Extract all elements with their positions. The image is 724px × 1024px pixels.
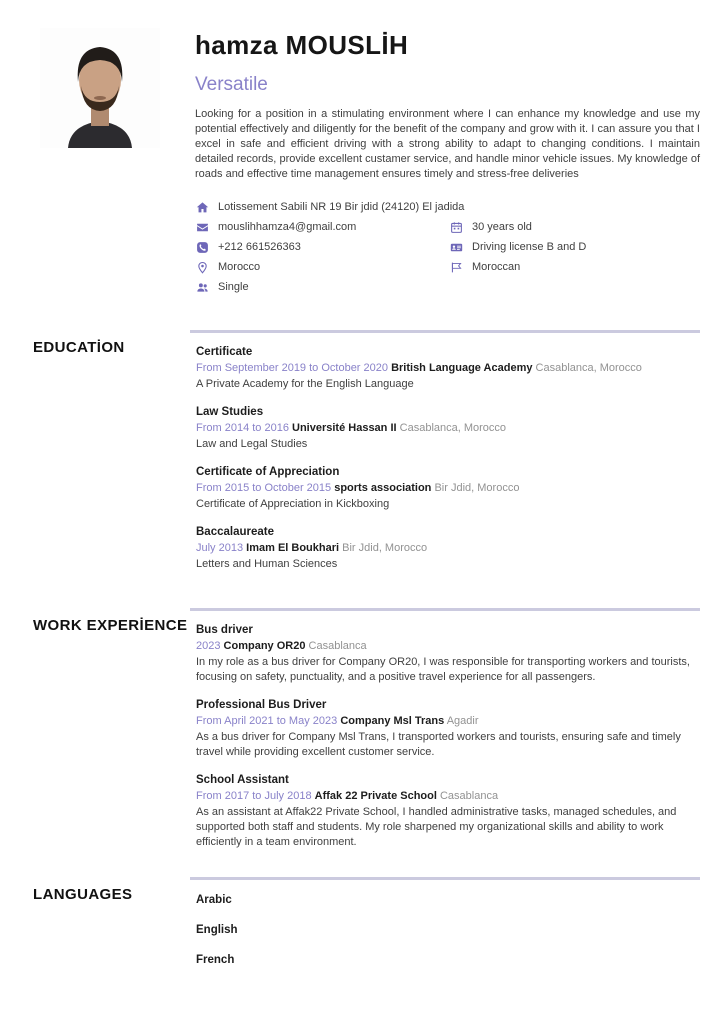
location-pin-icon	[196, 261, 209, 274]
entry-title: School Assistant	[196, 774, 289, 786]
contact-phone	[196, 237, 450, 257]
language-item: French	[196, 954, 235, 966]
education-entries	[190, 330, 700, 581]
country-text: Morocco	[218, 261, 261, 273]
contact-info	[196, 197, 700, 297]
entry-meta	[196, 790, 700, 802]
entry-location: Casablanca	[439, 790, 499, 802]
work-experience-entries	[190, 608, 700, 859]
person-name: hamza MOUSLİH	[195, 30, 409, 60]
entry-organization: Company Msl Trans	[340, 715, 445, 727]
work-entry	[196, 619, 700, 685]
entry-description: Letters and Human Sciences	[196, 558, 338, 570]
work-entry	[196, 694, 700, 760]
entry-meta	[196, 362, 700, 374]
marital-status-text: Single	[218, 281, 249, 293]
entry-date: July 2013	[196, 542, 244, 554]
people-icon	[196, 281, 209, 294]
entry-title: Certificate of Appreciation	[196, 466, 340, 478]
contact-marital-status	[196, 277, 450, 297]
entry-description: In my role as a bus driver for Company OR20, I was responsible for transporting workers and tourists, focusing on safety, punctuality, and a positive travel experience for all passengers.	[196, 656, 690, 683]
contact-column-right	[450, 217, 700, 297]
nationality-text: Moroccan	[472, 261, 521, 273]
entry-meta	[196, 422, 700, 434]
entry-date: From 2015 to October 2015	[196, 482, 332, 494]
education-entry	[196, 461, 700, 512]
entry-description: As a bus driver for Company Msl Trans, I transported workers and tourists, ensuring safe and timely travel while providing excellent customer service.	[196, 731, 681, 758]
contact-country	[196, 257, 450, 277]
entry-organization: British Language Academy	[391, 362, 533, 374]
entry-date: From September 2019 to October 2020	[196, 362, 388, 374]
work-entry	[196, 769, 700, 850]
entry-organization: Imam El Boukhari	[246, 542, 340, 554]
phone-text: +212 661526363	[218, 241, 301, 253]
entry-meta	[196, 542, 700, 554]
profile-photo	[40, 28, 160, 148]
entry-date: From 2014 to 2016	[196, 422, 289, 434]
language-item: Arabic	[196, 894, 232, 906]
contact-driving-license	[450, 237, 700, 257]
entry-meta	[196, 640, 700, 652]
entry-description: A Private Academy for the English Language	[196, 378, 414, 390]
entry-title: Professional Bus Driver	[196, 699, 327, 711]
contact-address	[196, 197, 465, 217]
phone-icon	[196, 241, 209, 254]
languages-heading: LANGUAGES	[33, 886, 133, 903]
entry-organization: Company OR20	[223, 640, 306, 652]
entry-location: Casablanca	[308, 640, 367, 652]
entry-date: 2023	[196, 640, 221, 652]
header	[0, 0, 724, 182]
entry-title: Law Studies	[196, 406, 264, 418]
entry-organization: sports association	[334, 482, 432, 494]
address-text: Lotissement Sabili NR 19 Bir jdid (24120) El jadida	[218, 201, 465, 213]
mail-icon	[196, 221, 209, 234]
header-text	[195, 28, 700, 182]
entry-location: Bir Jdid, Morocco	[342, 542, 428, 554]
entry-location: Casablanca, Morocco	[535, 362, 642, 374]
home-icon	[196, 201, 209, 214]
language-item: English	[196, 924, 238, 936]
contact-age	[450, 217, 700, 237]
id-card-icon	[450, 241, 463, 254]
entry-date: From 2017 to July 2018	[196, 790, 312, 802]
work-experience-heading: WORK EXPERİENCE	[33, 617, 188, 634]
entry-title: Certificate	[196, 346, 253, 358]
entry-date: From April 2021 to May 2023	[196, 715, 338, 727]
contact-email	[196, 217, 450, 237]
education-section	[0, 330, 724, 581]
profile-summary: Looking for a position in a stimulating environment where I can enhance my knowledge and use my potential effectively and diligently for the benefit of the company and grow with it. I can assure you that I excel in safe and efficient driving with a strong ability to adapt to changing conditions. I maintain detailed records, provide excellent custamer service, and handle minor vehicle issues. My knowledge of roads and effective time management ensures timely and stress-free deliveries	[195, 108, 700, 180]
entry-organization: Université Hassan II	[292, 422, 397, 434]
entry-location: Bir Jdid, Morocco	[434, 482, 520, 494]
contact-nationality	[450, 257, 700, 277]
entry-description: Certificate of Appreciation in Kickboxing	[196, 498, 390, 510]
contact-column-left	[196, 197, 465, 297]
age-text: 30 years old	[472, 221, 532, 233]
entry-meta	[196, 715, 700, 727]
languages-list	[190, 877, 700, 984]
entry-title: Baccalaureate	[196, 526, 274, 538]
entry-organization: Affak 22 Private School	[314, 790, 437, 802]
calendar-icon	[450, 221, 463, 234]
driving-license-text: Driving license B and D	[472, 241, 587, 253]
languages-section	[0, 877, 724, 984]
education-entry	[196, 401, 700, 452]
flag-icon	[450, 261, 463, 274]
entry-title: Bus driver	[196, 624, 253, 636]
entry-description: As an assistant at Affak22 Private School, I handled administrative tasks, managed schedules, and supported both staff and students. My role sharpened my organizational skills and ability to work efficiently in a team environment.	[196, 806, 677, 848]
email-text: mouslihhamza4@gmail.com	[218, 221, 357, 233]
entry-description: Law and Legal Studies	[196, 438, 308, 450]
headline: Versatile	[195, 74, 268, 95]
education-entry	[196, 341, 700, 392]
entry-location: Casablanca, Morocco	[399, 422, 507, 434]
entry-location: Agadir	[446, 715, 479, 727]
work-experience-section	[0, 608, 724, 859]
entry-meta	[196, 482, 700, 494]
education-heading: EDUCATİON	[33, 339, 125, 356]
education-entry	[196, 521, 700, 572]
